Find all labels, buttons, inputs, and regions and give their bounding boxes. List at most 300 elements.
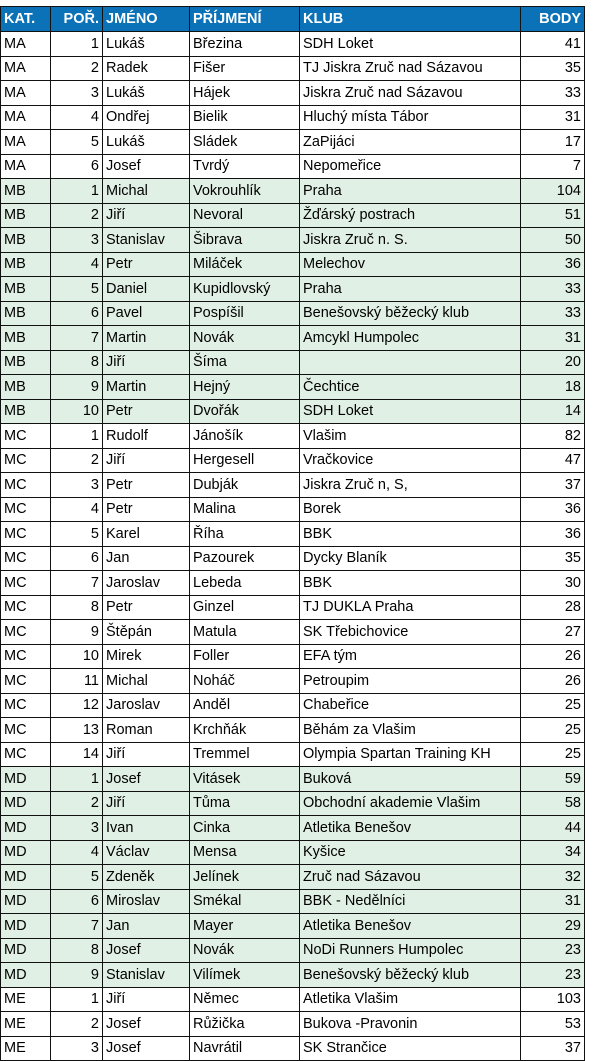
table-row [1,277,585,302]
cell-category[interactable]: MD [1,889,51,914]
cell-last-name[interactable]: Anděl [190,693,300,718]
cell-last-name[interactable]: Navrátil [190,1036,300,1061]
cell-points[interactable]: 59 [521,767,585,792]
cell-last-name[interactable]: Tremmel [190,742,300,767]
table-row [1,301,585,326]
cell-club[interactable]: BBK - Nedělníci [300,889,521,914]
cell-first-name[interactable]: Daniel [103,277,190,302]
cell-rank[interactable]: 6 [51,301,103,326]
table-row [1,987,585,1012]
cell-club[interactable]: Chabeřice [300,693,521,718]
cell-club[interactable]: SK Třebichovice [300,620,521,645]
cell-first-name[interactable]: Radek [103,56,190,81]
cell-points[interactable]: 33 [521,81,585,106]
cell-first-name[interactable]: Petr [103,497,190,522]
cell-first-name[interactable]: Miroslav [103,889,190,914]
cell-rank[interactable]: 9 [51,963,103,988]
cell-first-name[interactable]: Pavel [103,301,190,326]
cell-rank[interactable]: 2 [51,56,103,81]
cell-last-name[interactable]: Smékal [190,889,300,914]
cell-points[interactable]: 103 [521,987,585,1012]
header-klub[interactable]: KLUB [300,7,521,32]
cell-club[interactable]: Benešovský běžecký klub [300,963,521,988]
cell-rank[interactable]: 1 [51,424,103,449]
cell-last-name[interactable]: Jelínek [190,865,300,890]
cell-club[interactable]: Jiskra Zruč n, S, [300,473,521,498]
cell-category[interactable]: ME [1,987,51,1012]
cell-points[interactable]: 27 [521,620,585,645]
cell-last-name[interactable]: Pospíšil [190,301,300,326]
cell-club[interactable]: SDH Loket [300,32,521,57]
cell-last-name[interactable]: Malina [190,497,300,522]
cell-rank[interactable]: 6 [51,889,103,914]
header-por[interactable]: POŘ. [51,7,103,32]
cell-points[interactable]: 36 [521,252,585,277]
cell-last-name[interactable]: Sládek [190,130,300,155]
cell-last-name[interactable]: Růžička [190,1012,300,1037]
cell-club[interactable]: Dycky Blaník [300,546,521,571]
cell-rank[interactable]: 1 [51,32,103,57]
cell-last-name[interactable]: Dubják [190,473,300,498]
cell-rank[interactable]: 8 [51,938,103,963]
cell-last-name[interactable]: Dvořák [190,399,300,424]
cell-category[interactable]: ME [1,1036,51,1061]
cell-category[interactable]: MB [1,375,51,400]
cell-points[interactable]: 58 [521,791,585,816]
cell-points[interactable]: 104 [521,179,585,204]
cell-category[interactable]: MC [1,546,51,571]
cell-category[interactable]: MB [1,228,51,253]
cell-club[interactable]: Čechtice [300,375,521,400]
table-row [1,816,585,841]
table-row [1,154,585,179]
cell-club[interactable]: Petroupim [300,669,521,694]
cell-last-name[interactable]: Lebeda [190,571,300,596]
cell-points[interactable]: 41 [521,32,585,57]
cell-first-name[interactable]: Mirek [103,644,190,669]
cell-last-name[interactable]: Vitásek [190,767,300,792]
cell-category[interactable]: MA [1,32,51,57]
cell-first-name[interactable]: Josef [103,1036,190,1061]
cell-first-name[interactable]: Jan [103,914,190,939]
cell-points[interactable]: 51 [521,203,585,228]
cell-category[interactable]: MB [1,350,51,375]
cell-rank[interactable]: 5 [51,277,103,302]
header-kat[interactable]: KAT. [1,7,51,32]
table-row [1,938,585,963]
cell-points[interactable]: 35 [521,546,585,571]
table-row [1,522,585,547]
cell-club[interactable]: Jiskra Zruč n. S. [300,228,521,253]
cell-first-name[interactable]: Ivan [103,816,190,841]
cell-first-name[interactable]: Josef [103,767,190,792]
cell-rank[interactable]: 7 [51,914,103,939]
cell-points[interactable]: 50 [521,228,585,253]
cell-points[interactable]: 36 [521,522,585,547]
cell-last-name[interactable]: Jánošík [190,424,300,449]
cell-first-name[interactable]: Rudolf [103,424,190,449]
cell-first-name[interactable]: Roman [103,718,190,743]
table-row [1,963,585,988]
cell-points[interactable]: 34 [521,840,585,865]
cell-last-name[interactable]: Cinka [190,816,300,841]
cell-club[interactable]: BBK [300,522,521,547]
cell-club[interactable]: Melechov [300,252,521,277]
table-row [1,179,585,204]
cell-points[interactable]: 26 [521,644,585,669]
table-row [1,497,585,522]
cell-category[interactable]: MA [1,81,51,106]
cell-first-name[interactable]: Jiří [103,987,190,1012]
cell-last-name[interactable]: Krchňák [190,718,300,743]
cell-first-name[interactable]: Štěpán [103,620,190,645]
cell-first-name[interactable]: Jaroslav [103,571,190,596]
table-row [1,81,585,106]
cell-club[interactable]: Praha [300,179,521,204]
table-row [1,375,585,400]
cell-rank[interactable]: 14 [51,742,103,767]
cell-last-name[interactable]: Hergesell [190,448,300,473]
cell-last-name[interactable]: Tvrdý [190,154,300,179]
cell-points[interactable]: 18 [521,375,585,400]
cell-points[interactable]: 17 [521,130,585,155]
cell-rank[interactable]: 13 [51,718,103,743]
cell-points[interactable]: 37 [521,1036,585,1061]
cell-last-name[interactable]: Vilímek [190,963,300,988]
cell-points[interactable]: 26 [521,669,585,694]
header-prijmeni[interactable]: PŘÍJMENÍ [190,7,300,32]
table-row [1,791,585,816]
cell-points[interactable]: 82 [521,424,585,449]
cell-rank[interactable]: 4 [51,840,103,865]
cell-points[interactable]: 31 [521,326,585,351]
table-row [1,718,585,743]
cell-first-name[interactable]: Petr [103,399,190,424]
cell-club[interactable]: Zruč nad Sázavou [300,865,521,890]
table-row [1,326,585,351]
cell-category[interactable]: MC [1,669,51,694]
cell-first-name[interactable]: Jaroslav [103,693,190,718]
cell-points[interactable]: 25 [521,742,585,767]
cell-category[interactable]: MB [1,399,51,424]
cell-category[interactable]: MD [1,791,51,816]
cell-category[interactable]: MD [1,963,51,988]
table-row [1,228,585,253]
cell-category[interactable]: MA [1,154,51,179]
cell-club[interactable]: EFA tým [300,644,521,669]
cell-category[interactable]: MC [1,497,51,522]
cell-last-name[interactable]: Foller [190,644,300,669]
cell-last-name[interactable]: Šíma [190,350,300,375]
table-row [1,448,585,473]
table-row [1,840,585,865]
cell-category[interactable]: MB [1,277,51,302]
cell-last-name[interactable]: Kupidlovský [190,277,300,302]
cell-rank[interactable]: 3 [51,228,103,253]
cell-club[interactable]: TJ DUKLA Praha [300,595,521,620]
cell-rank[interactable]: 4 [51,497,103,522]
cell-first-name[interactable]: Lukáš [103,32,190,57]
cell-club[interactable]: SDH Loket [300,399,521,424]
cell-points[interactable]: 30 [521,571,585,596]
cell-rank[interactable]: 3 [51,81,103,106]
table-row [1,620,585,645]
cell-category[interactable]: MC [1,522,51,547]
cell-first-name[interactable]: Stanislav [103,228,190,253]
cell-category[interactable]: MC [1,424,51,449]
cell-last-name[interactable]: Vokrouhlík [190,179,300,204]
cell-first-name[interactable]: Josef [103,938,190,963]
cell-points[interactable]: 29 [521,914,585,939]
cell-category[interactable]: MC [1,571,51,596]
cell-club[interactable]: Olympia Spartan Training KH [300,742,521,767]
cell-category[interactable]: MC [1,644,51,669]
cell-last-name[interactable]: Miláček [190,252,300,277]
cell-club[interactable]: Kyšice [300,840,521,865]
cell-rank[interactable]: 1 [51,987,103,1012]
cell-club[interactable]: Vračkovice [300,448,521,473]
table-row [1,571,585,596]
cell-points[interactable]: 37 [521,473,585,498]
cell-club[interactable]: Borek [300,497,521,522]
cell-first-name[interactable]: Jiří [103,791,190,816]
cell-points[interactable]: 36 [521,497,585,522]
table-row [1,105,585,130]
table-row [1,889,585,914]
cell-club[interactable]: Atletika Vlašim [300,987,521,1012]
cell-points[interactable]: 14 [521,399,585,424]
cell-rank[interactable]: 9 [51,620,103,645]
cell-last-name[interactable]: Novák [190,938,300,963]
cell-club[interactable]: Buková [300,767,521,792]
header-row [1,7,585,32]
cell-points[interactable]: 33 [521,277,585,302]
table-row [1,252,585,277]
cell-last-name[interactable]: Novák [190,326,300,351]
cell-points[interactable]: 28 [521,595,585,620]
cell-first-name[interactable]: Jiří [103,350,190,375]
cell-rank[interactable]: 6 [51,154,103,179]
cell-club[interactable] [300,350,521,375]
cell-category[interactable]: MC [1,473,51,498]
cell-last-name[interactable]: Tůma [190,791,300,816]
cell-club[interactable]: Běhám za Vlašim [300,718,521,743]
cell-last-name[interactable]: Hájek [190,81,300,106]
cell-first-name[interactable]: Jiří [103,448,190,473]
table-row [1,742,585,767]
table-row [1,865,585,890]
cell-club[interactable]: Obchodní akademie Vlašim [300,791,521,816]
cell-rank[interactable]: 1 [51,179,103,204]
cell-first-name[interactable]: Petr [103,252,190,277]
cell-club[interactable]: Atletika Benešov [300,816,521,841]
table-row [1,693,585,718]
cell-points[interactable]: 35 [521,56,585,81]
cell-club[interactable]: Hluchý místa Tábor [300,105,521,130]
cell-rank[interactable]: 3 [51,816,103,841]
cell-club[interactable]: Nepomeřice [300,154,521,179]
cell-last-name[interactable]: Šibrava [190,228,300,253]
table-row [1,399,585,424]
cell-club[interactable]: Amcykl Humpolec [300,326,521,351]
cell-category[interactable]: MD [1,816,51,841]
results-table [0,6,585,1061]
cell-rank[interactable]: 3 [51,473,103,498]
cell-first-name[interactable]: Jiří [103,203,190,228]
table-row [1,669,585,694]
cell-category[interactable]: MB [1,326,51,351]
cell-first-name[interactable]: Martin [103,326,190,351]
cell-rank[interactable]: 9 [51,375,103,400]
cell-points[interactable]: 53 [521,1012,585,1037]
table-row [1,350,585,375]
table-row [1,473,585,498]
cell-first-name[interactable]: Ondřej [103,105,190,130]
cell-category[interactable]: MD [1,767,51,792]
cell-category[interactable]: MD [1,914,51,939]
cell-points[interactable]: 47 [521,448,585,473]
cell-last-name[interactable]: Fišer [190,56,300,81]
header-body[interactable]: BODY [521,7,585,32]
cell-first-name[interactable]: Karel [103,522,190,547]
cell-last-name[interactable]: Mayer [190,914,300,939]
cell-category[interactable]: MD [1,865,51,890]
cell-club[interactable]: Benešovský běžecký klub [300,301,521,326]
cell-points[interactable]: 20 [521,350,585,375]
cell-last-name[interactable]: Bielik [190,105,300,130]
cell-first-name[interactable]: Lukáš [103,81,190,106]
cell-category[interactable]: MC [1,718,51,743]
cell-rank[interactable]: 4 [51,252,103,277]
cell-first-name[interactable]: Jan [103,546,190,571]
table-row [1,546,585,571]
cell-last-name[interactable]: Pazourek [190,546,300,571]
cell-category[interactable]: MC [1,742,51,767]
cell-category[interactable]: MD [1,840,51,865]
cell-category[interactable]: MA [1,130,51,155]
cell-last-name[interactable]: Noháč [190,669,300,694]
cell-rank[interactable]: 8 [51,350,103,375]
table-row [1,424,585,449]
cell-first-name[interactable]: Josef [103,154,190,179]
cell-points[interactable]: 23 [521,963,585,988]
cell-last-name[interactable]: Matula [190,620,300,645]
cell-points[interactable]: 25 [521,693,585,718]
cell-rank[interactable]: 7 [51,326,103,351]
cell-category[interactable]: MB [1,301,51,326]
cell-category[interactable]: MB [1,203,51,228]
cell-category[interactable]: MB [1,252,51,277]
cell-first-name[interactable]: Petr [103,595,190,620]
cell-first-name[interactable]: Václav [103,840,190,865]
cell-category[interactable]: MA [1,105,51,130]
cell-rank[interactable]: 5 [51,865,103,890]
cell-club[interactable]: TJ Jiskra Zruč nad Sázavou [300,56,521,81]
cell-rank[interactable]: 2 [51,1012,103,1037]
cell-last-name[interactable]: Říha [190,522,300,547]
cell-category[interactable]: MA [1,56,51,81]
cell-points[interactable]: 31 [521,889,585,914]
cell-club[interactable]: ZaPijáci [300,130,521,155]
cell-first-name[interactable]: Jiří [103,742,190,767]
cell-rank[interactable]: 8 [51,595,103,620]
cell-club[interactable]: SK Strančice [300,1036,521,1061]
cell-club[interactable]: BBK [300,571,521,596]
cell-points[interactable]: 31 [521,105,585,130]
header-jmeno[interactable]: JMÉNO [103,7,190,32]
cell-last-name[interactable]: Mensa [190,840,300,865]
cell-rank[interactable]: 6 [51,546,103,571]
cell-category[interactable]: MB [1,179,51,204]
cell-points[interactable]: 7 [521,154,585,179]
cell-club[interactable]: Praha [300,277,521,302]
cell-category[interactable]: ME [1,1012,51,1037]
cell-first-name[interactable]: Josef [103,1012,190,1037]
table-row [1,56,585,81]
cell-first-name[interactable]: Stanislav [103,963,190,988]
table-row [1,644,585,669]
cell-club[interactable]: Bukova -Pravonin [300,1012,521,1037]
cell-category[interactable]: MC [1,595,51,620]
cell-points[interactable]: 23 [521,938,585,963]
cell-category[interactable]: MC [1,448,51,473]
cell-first-name[interactable]: Zdeněk [103,865,190,890]
cell-rank[interactable]: 4 [51,105,103,130]
table-row [1,914,585,939]
cell-rank[interactable]: 2 [51,448,103,473]
cell-points[interactable]: 32 [521,865,585,890]
cell-first-name[interactable]: Lukáš [103,130,190,155]
cell-first-name[interactable]: Michal [103,179,190,204]
cell-points[interactable]: 33 [521,301,585,326]
cell-last-name[interactable]: Němec [190,987,300,1012]
cell-points[interactable]: 44 [521,816,585,841]
cell-last-name[interactable]: Hejný [190,375,300,400]
cell-rank[interactable]: 2 [51,203,103,228]
cell-category[interactable]: MD [1,938,51,963]
cell-club[interactable]: Atletika Benešov [300,914,521,939]
cell-last-name[interactable]: Březina [190,32,300,57]
table-row [1,595,585,620]
cell-rank[interactable]: 10 [51,644,103,669]
table-row [1,32,585,57]
cell-last-name[interactable]: Ginzel [190,595,300,620]
cell-first-name[interactable]: Martin [103,375,190,400]
cell-club[interactable]: Žďárský postrach [300,203,521,228]
cell-club[interactable]: NoDi Runners Humpolec [300,938,521,963]
table-row [1,767,585,792]
cell-points[interactable]: 25 [521,718,585,743]
table-row [1,203,585,228]
cell-rank[interactable]: 11 [51,669,103,694]
cell-category[interactable]: MC [1,693,51,718]
cell-rank[interactable]: 10 [51,399,103,424]
cell-rank[interactable]: 7 [51,571,103,596]
cell-rank[interactable]: 1 [51,767,103,792]
cell-rank[interactable]: 5 [51,522,103,547]
cell-first-name[interactable]: Michal [103,669,190,694]
table-row [1,1036,585,1061]
cell-last-name[interactable]: Nevoral [190,203,300,228]
cell-rank[interactable]: 2 [51,791,103,816]
cell-club[interactable]: Jiskra Zruč nad Sázavou [300,81,521,106]
cell-first-name[interactable]: Petr [103,473,190,498]
cell-club[interactable]: Vlašim [300,424,521,449]
cell-rank[interactable]: 12 [51,693,103,718]
cell-rank[interactable]: 3 [51,1036,103,1061]
cell-rank[interactable]: 5 [51,130,103,155]
cell-category[interactable]: MC [1,620,51,645]
